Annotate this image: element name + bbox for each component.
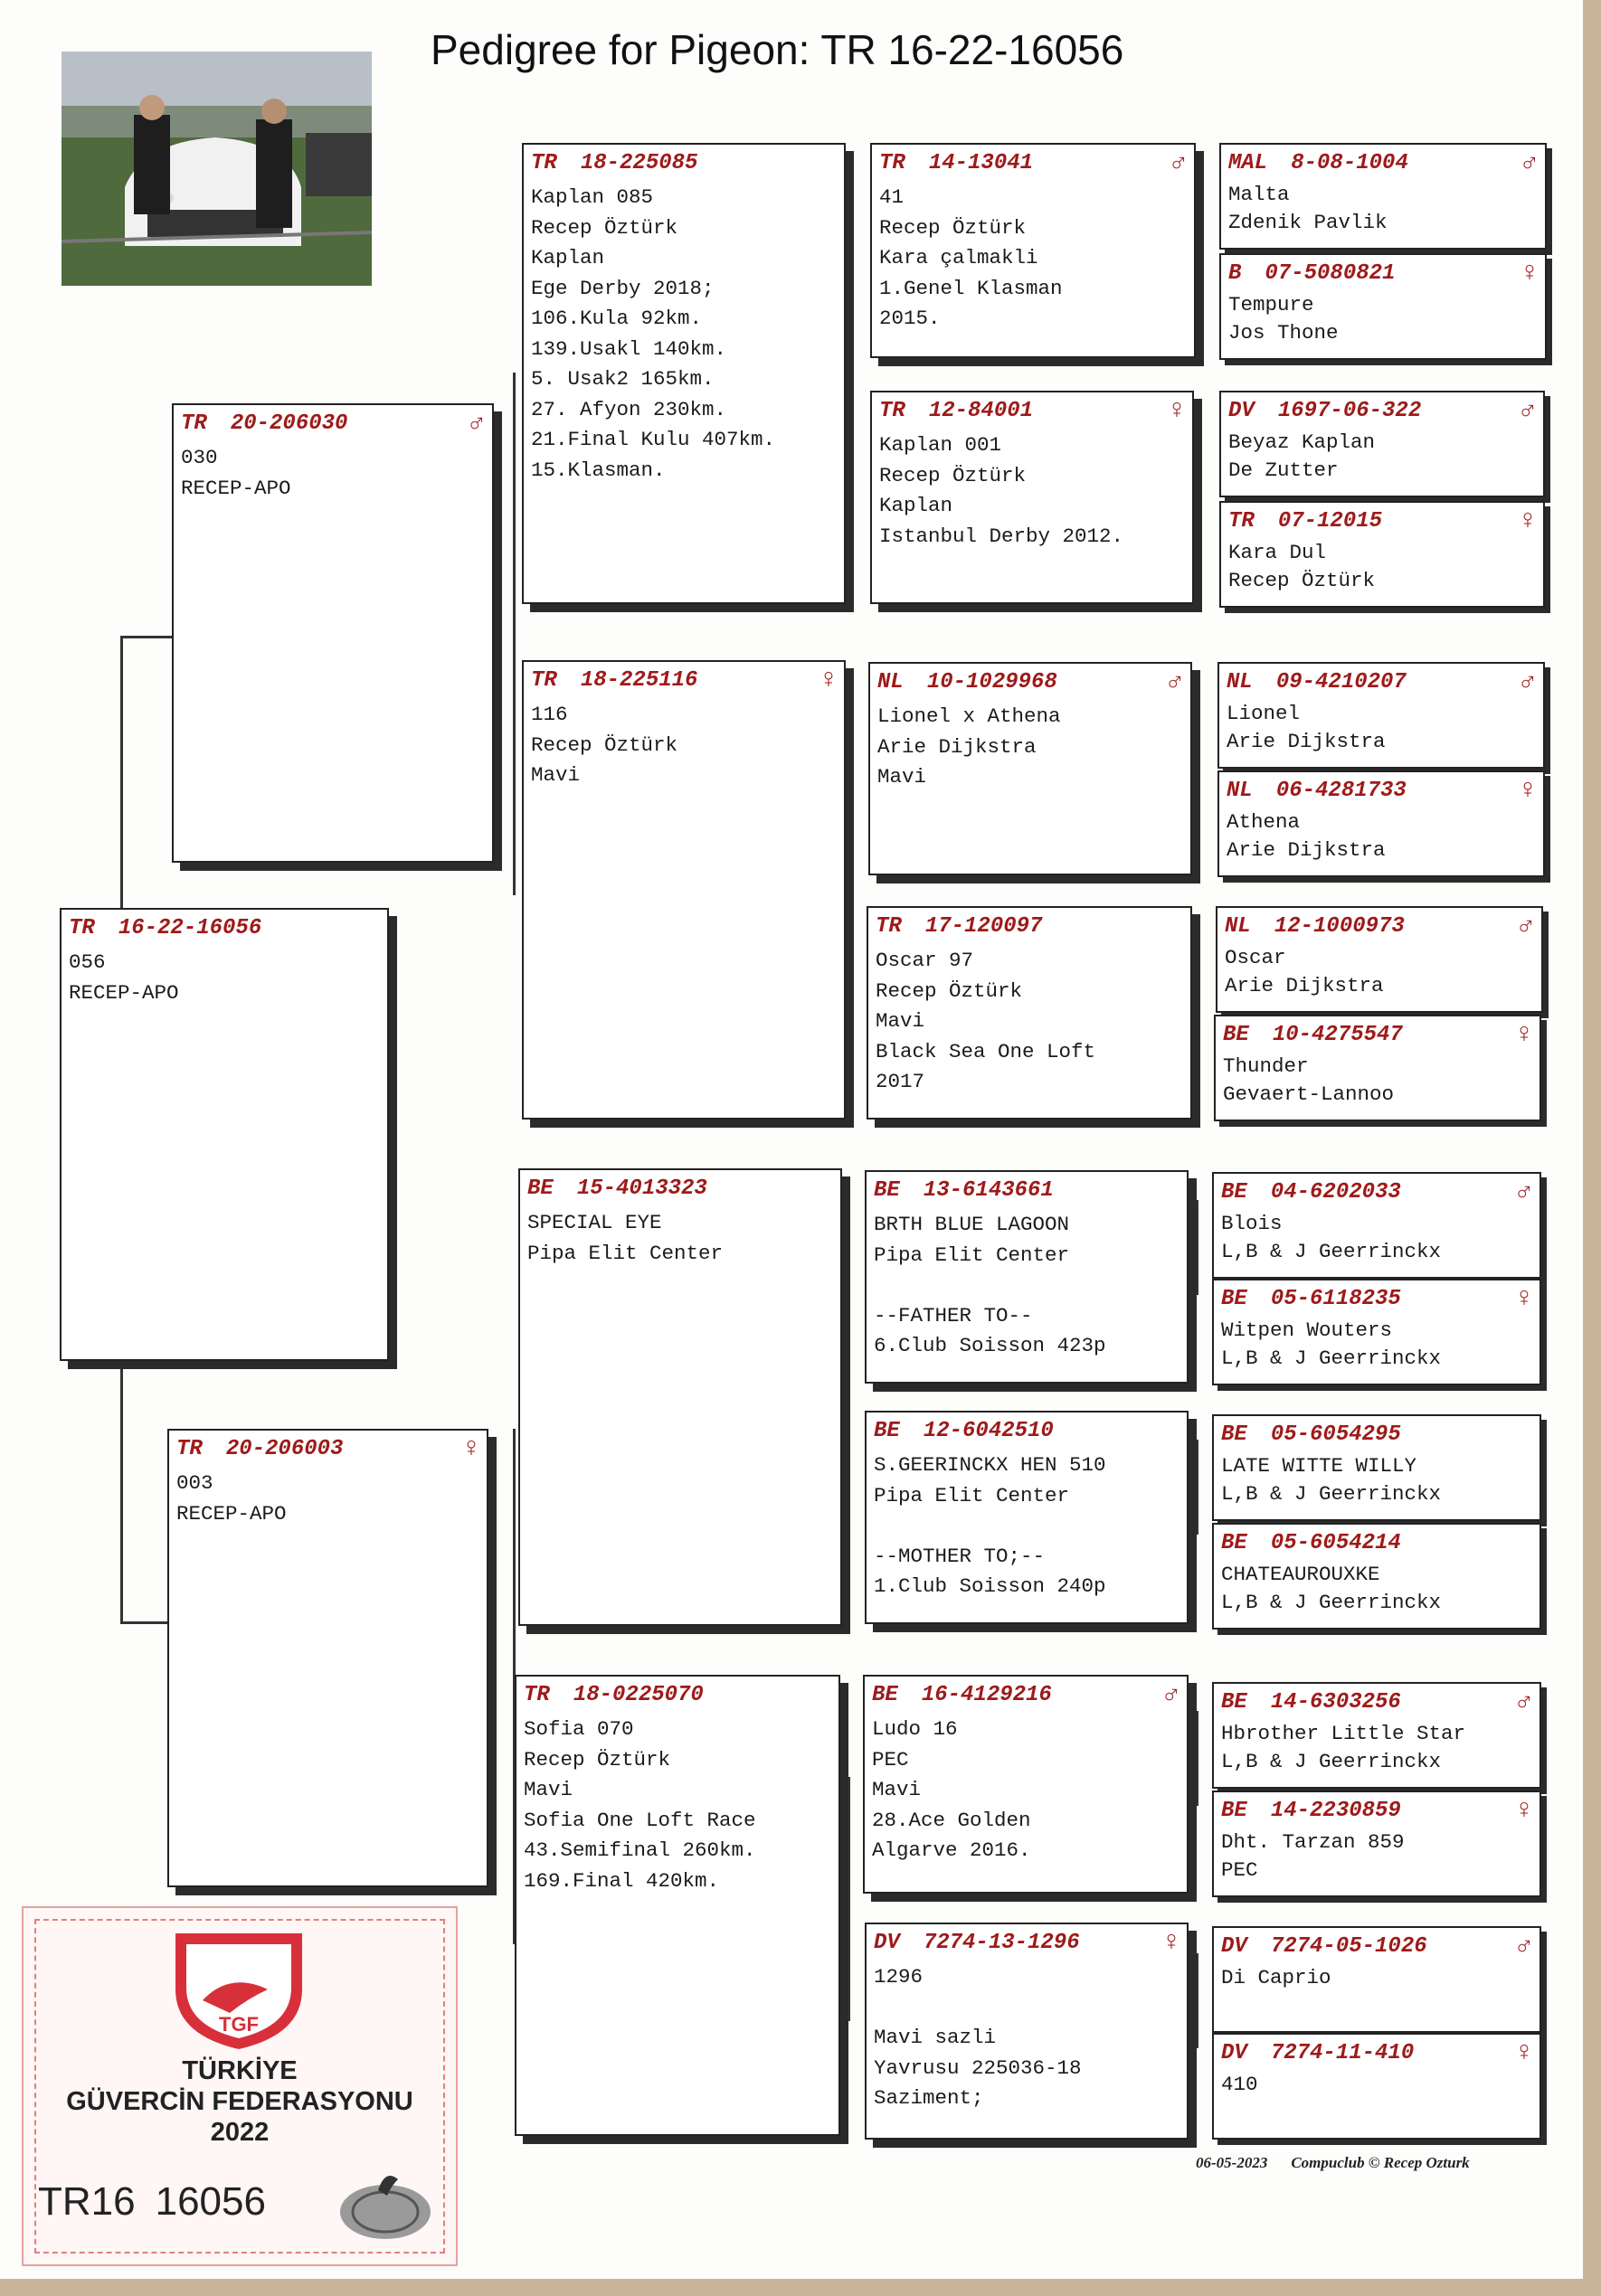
pigeon-info-line: L,B & J Geerrinckx [1221, 1750, 1442, 1773]
pigeon-info-line: Recep Öztürk [879, 215, 1027, 240]
sex-icon: ♀ [462, 1434, 479, 1465]
country-code: DV [1228, 399, 1255, 423]
pigeon-info-line: Dht. Tarzan 859 [1221, 1830, 1405, 1854]
pigeon-info-line: Pipa Elit Center [527, 1241, 724, 1265]
pigeon-info-line: 6.Club Soisson 423p [874, 1334, 1106, 1357]
pigeon-info-line: 410 [1221, 2073, 1258, 2096]
sex-icon: ♂ [1519, 396, 1536, 427]
ring-number: 18-0225070 [573, 1683, 704, 1707]
pigeon-card-k8[interactable] [1214, 1015, 1541, 1121]
ring-number: 15-4013323 [576, 1176, 707, 1201]
pigeon-card-k6[interactable] [1217, 770, 1545, 877]
pigeon-info-line: 1296 [874, 1965, 924, 1989]
sticker-ring-digits: 16056 [155, 2179, 266, 2224]
sex-icon: ♂ [468, 409, 485, 439]
pigeon-info-line: Kaplan 085 [531, 185, 654, 209]
ring-number: 12-6042510 [923, 1419, 1054, 1443]
sex-icon: ♂ [1517, 912, 1534, 942]
connector [848, 1268, 850, 1505]
connector [1196, 1953, 1198, 2048]
pigeon-info-line: 21.Final Kulu 407km. [531, 428, 776, 451]
country-code: NL [1227, 779, 1253, 803]
pigeon-info-line: 003 [176, 1471, 213, 1495]
country-code: B [1228, 261, 1242, 286]
pigeon-info-line: 056 [69, 950, 106, 974]
pigeon-card-h1[interactable] [870, 143, 1196, 358]
sticker-ring-prefix: TR16 [38, 2179, 136, 2224]
print-date: 06-05-2023 [1196, 2154, 1268, 2171]
pigeon-card-h4[interactable] [867, 906, 1192, 1120]
pigeon-info-line: CHATEAUROUXKE [1221, 1563, 1380, 1586]
pigeon-info-line: Malta [1228, 183, 1290, 206]
pigeon-info-line: 28.Ace Golden [872, 1808, 1031, 1832]
ring-number: 10-4275547 [1272, 1023, 1403, 1047]
pigeon-card-dam[interactable] [167, 1429, 488, 1887]
sex-icon: ♂ [1520, 148, 1538, 179]
country-code: TR [176, 1437, 203, 1461]
pigeon-info-line: Kaplan [879, 494, 953, 517]
pigeon-card-g2[interactable] [522, 660, 846, 1120]
pigeon-info-line: 106.Kula 92km. [531, 307, 703, 330]
ring-number: 07-12015 [1277, 509, 1383, 534]
sex-icon: ♂ [1170, 148, 1187, 179]
pigeon-info-line [874, 1511, 1179, 1542]
ring-number: 7274-05-1026 [1270, 1934, 1427, 1959]
ring-number: 1697-06-322 [1277, 399, 1422, 423]
pigeon-card-g4[interactable] [515, 1675, 840, 2136]
pigeon-info-line: Ege Derby 2018; [531, 276, 715, 300]
pigeon-card-h2[interactable] [870, 391, 1194, 604]
connector [120, 636, 123, 910]
pigeon-info-line: Recep Öztürk [524, 1747, 671, 1772]
pigeon-card-h7[interactable] [863, 1675, 1189, 1894]
pigeon-info-line: S.GEERINCKX HEN 510 [874, 1453, 1106, 1477]
connector [120, 636, 172, 638]
country-code: TR [524, 1683, 550, 1707]
pigeon-card-k3[interactable] [1219, 391, 1545, 497]
pigeon-card-k2[interactable] [1219, 253, 1547, 360]
country-code: DV [1221, 1934, 1247, 1959]
pigeon-info-line: PEC [872, 1747, 909, 1772]
pigeon-card-k15[interactable] [1212, 1926, 1541, 2033]
pigeon-card-g1[interactable] [522, 143, 846, 604]
ring-number: 13-6143661 [923, 1178, 1054, 1203]
pigeon-card-g3[interactable] [518, 1168, 842, 1626]
ring-number: 10-1029968 [926, 670, 1057, 694]
pigeon-info-line: Gevaert-Lannoo [1223, 1082, 1395, 1106]
pigeon-info-line: Mavi sazli [874, 2026, 997, 2049]
pigeon-info-line: --FATHER TO-- [874, 1303, 1033, 1328]
pigeon-card-k4[interactable] [1219, 501, 1545, 608]
pigeon-info-line: --MOTHER TO;-- [874, 1544, 1046, 1568]
pigeon-info-line: 27. Afyon 230km. [531, 397, 727, 421]
ring-number: 14-6303256 [1270, 1690, 1401, 1715]
pigeon-info-line: Beyaz Kaplan [1228, 430, 1376, 454]
pigeon-info-line: 2015. [879, 307, 941, 330]
pigeon-card-k11[interactable] [1212, 1414, 1541, 1521]
pigeon-info-line [874, 1993, 1179, 2024]
pigeon-card-k1[interactable] [1219, 143, 1547, 250]
pigeon-info-line: 030 [181, 446, 218, 469]
pigeon-info-line: 2017 [876, 1070, 925, 1093]
pigeon-info-line: Recep Öztürk [876, 978, 1023, 1003]
pigeon-info-line: L,B & J Geerrinckx [1221, 1240, 1442, 1263]
country-code: NL [877, 670, 904, 694]
software-credit: Compuclub © Recep Ozturk [1291, 2154, 1470, 2171]
pigeon-info-line: PEC [1221, 1858, 1258, 1882]
pigeon-info-line: Saziment; [874, 2086, 984, 2110]
federation-year: 2022 [210, 2118, 270, 2147]
sex-icon: ♀ [1515, 2038, 1532, 2069]
pigeon-info-line: Recep Öztürk [531, 732, 678, 757]
pigeon-info-line: L,B & J Geerrinckx [1221, 1482, 1442, 1506]
sex-icon: ♂ [1162, 1680, 1179, 1711]
connector [120, 1621, 167, 1624]
pigeon-info-line: Kaplan [531, 246, 605, 269]
ring-number: 06-4281733 [1275, 779, 1407, 803]
country-code: BE [1223, 1023, 1249, 1047]
ring-number: 07-5080821 [1265, 261, 1396, 286]
logo-text: TGF [219, 2013, 259, 2036]
federation-sticker [22, 1906, 458, 2266]
country-code: TR [69, 916, 95, 940]
country-code: BE [1221, 1531, 1247, 1555]
pigeon-info-line: Athena [1227, 810, 1301, 834]
pigeon-info-line: Sofia One Loft Race [524, 1808, 756, 1832]
sex-icon: ♀ [1515, 1284, 1532, 1315]
pigeon-info-line: 1.Genel Klasman [879, 276, 1063, 300]
country-code: BE [1221, 1180, 1247, 1205]
ring-number: 7274-13-1296 [923, 1931, 1080, 1955]
connector [1196, 1440, 1198, 1535]
pigeon-info-line: Kaplan 001 [879, 433, 1002, 457]
ring-number: 8-08-1004 [1291, 151, 1408, 175]
ring-number: 18-225116 [580, 668, 698, 693]
pigeon-info-line: 169.Final 420km. [524, 1868, 720, 1893]
country-code: DV [874, 1931, 900, 1955]
pigeon-info-line: Black Sea One Loft [876, 1039, 1096, 1063]
pigeon-card-h5[interactable] [865, 1170, 1189, 1384]
ring-number: 14-13041 [928, 151, 1034, 175]
pigeon-info-line: Algarve 2016. [872, 1838, 1031, 1862]
ring-number: 05-6054214 [1270, 1531, 1401, 1555]
pigeon-info-line: Recep Öztürk [531, 215, 678, 240]
pigeon-card-k9[interactable] [1212, 1172, 1541, 1279]
ring-number: 18-225085 [580, 151, 698, 175]
ring-number: 12-84001 [928, 399, 1034, 423]
pigeon-card-k5[interactable] [1217, 662, 1545, 769]
pigeon-info-line: RECEP-APO [176, 1501, 287, 1526]
pigeon-info-line: Mavi [531, 763, 581, 787]
pigeon-info-line: Arie Dijkstra [1225, 974, 1384, 997]
pigeon-info-line: Arie Dijkstra [1227, 838, 1386, 862]
pigeon-card-k10[interactable] [1212, 1279, 1541, 1385]
connector [1196, 172, 1198, 267]
pigeon-info-line: Oscar [1225, 946, 1286, 969]
connector [1196, 416, 1198, 511]
owner-photo [62, 52, 372, 286]
pigeon-info-line: Mavi [876, 1009, 925, 1033]
connector [120, 1364, 123, 1621]
pigeon-info-line: L,B & J Geerrinckx [1221, 1346, 1442, 1370]
connector [1196, 1200, 1198, 1295]
sex-icon: ♂ [1515, 1687, 1532, 1718]
pigeon-info-line: Zdenik Pavlik [1228, 211, 1388, 234]
country-code: BE [1221, 1422, 1247, 1447]
pigeon-info-line: 5. Usak2 165km. [531, 367, 715, 391]
pigeon-info-line: 41 [879, 185, 905, 209]
ring-number: 14-2230859 [1270, 1799, 1401, 1823]
pigeon-info-line: Recep Öztürk [1228, 569, 1376, 592]
pigeon-info-line: Mavi [524, 1778, 573, 1801]
country-code: TR [879, 399, 905, 423]
connector [848, 762, 850, 1006]
ring-number: 7274-11-410 [1270, 2041, 1415, 2065]
country-code: TR [1228, 509, 1255, 534]
sex-icon: ♂ [1166, 667, 1183, 698]
pigeon-info-line: Lionel x Athena [877, 704, 1061, 728]
sex-icon: ♀ [1519, 506, 1536, 537]
federation-name-line2: GÜVERCİN FEDERASYONU [66, 2087, 413, 2116]
ring-number: 20-206030 [230, 411, 348, 436]
sex-icon: ♂ [1519, 667, 1536, 698]
country-code: BE [1221, 1287, 1247, 1311]
pigeon-info-line: Hbrother Little Star [1221, 1722, 1466, 1745]
pigeon-info-line: Istanbul Derby 2012. [879, 524, 1124, 548]
pigeon-info-line: Pipa Elit Center [874, 1483, 1070, 1507]
pigeon-card-k16[interactable] [1212, 2033, 1541, 2140]
pigeon-info-line: Arie Dijkstra [1227, 730, 1386, 753]
country-code: BE [872, 1683, 898, 1707]
connector [1196, 687, 1198, 782]
pigeon-info-line: Ludo 16 [872, 1717, 958, 1741]
country-code: TR [531, 151, 557, 175]
pigeon-info-line: 1.Club Soisson 240p [874, 1574, 1106, 1598]
sex-icon: ♀ [1162, 1928, 1179, 1959]
ring-number: 20-206003 [225, 1437, 344, 1461]
pigeon-card-h3[interactable] [868, 662, 1192, 875]
ring-number: 05-6054295 [1270, 1422, 1401, 1447]
pigeon-info-line: 15.Klasman. [531, 458, 666, 482]
footer [1196, 2154, 1576, 2181]
connector [848, 1777, 850, 2021]
ring-number: 05-6118235 [1270, 1287, 1401, 1311]
pigeon-info-line: Oscar 97 [876, 949, 974, 972]
country-code: TR [181, 411, 207, 436]
pigeon-info-line: Kara Dul [1228, 541, 1327, 564]
country-code: BE [527, 1176, 554, 1201]
page-title: Pedigree for Pigeon: TR 16-22-16056 [431, 26, 1124, 73]
pigeon-info-line: Tempure [1228, 293, 1314, 317]
country-code: DV [1221, 2041, 1247, 2065]
pigeon-info-line: Pipa Elit Center [874, 1242, 1070, 1267]
pigeon-info-line: Di Caprio [1221, 1966, 1331, 1989]
pigeon-card-h8[interactable] [865, 1923, 1189, 2140]
pigeon-info-line: 116 [531, 703, 568, 726]
pigeon-info-line: RECEP-APO [69, 980, 179, 1005]
pigeon-info-line: SPECIAL EYE [527, 1211, 662, 1234]
ring-number: 16-4129216 [921, 1683, 1052, 1707]
country-code: NL [1227, 670, 1253, 694]
owner-photo-image [62, 52, 372, 286]
pigeon-info-line: Sofia 070 [524, 1717, 634, 1741]
federation-name-line1: TÜRKİYE [182, 2056, 298, 2085]
connector [1196, 1711, 1198, 1806]
sex-icon: ♀ [1515, 1796, 1532, 1827]
pigeon-card-k14[interactable] [1212, 1791, 1541, 1897]
pigeon-info-line: De Zutter [1228, 458, 1339, 482]
pigeon-card-k13[interactable] [1212, 1682, 1541, 1789]
pigeon-card-sire[interactable] [172, 403, 494, 863]
country-code: BE [874, 1419, 900, 1443]
country-code: TR [879, 151, 905, 175]
pigeon-info-line: Mavi [877, 765, 927, 789]
globe-pigeon-icon [331, 2168, 440, 2244]
sex-icon: ♂ [1515, 1932, 1532, 1962]
pigeon-card-k12[interactable] [1212, 1523, 1541, 1630]
pigeon-info-line: Kara çalmakli [879, 246, 1038, 269]
ring-number: 16-22-16056 [118, 916, 262, 940]
pigeon-info-line: Lionel [1227, 702, 1301, 725]
connector [1196, 936, 1198, 1031]
pigeon-info-line: BRTH BLUE LAGOON [874, 1213, 1070, 1236]
ring-number: 09-4210207 [1275, 670, 1407, 694]
pigeon-card-h6[interactable] [865, 1411, 1189, 1624]
country-code: BE [874, 1178, 900, 1203]
country-code: TR [531, 668, 557, 693]
country-code: BE [1221, 1690, 1247, 1715]
country-code: MAL [1228, 151, 1268, 175]
sex-icon: ♀ [819, 666, 837, 696]
connector [513, 373, 516, 895]
pigeon-card-k7[interactable] [1216, 906, 1543, 1013]
ring-number: 04-6202033 [1270, 1180, 1401, 1205]
ring-number: 12-1000973 [1274, 914, 1405, 939]
sex-icon: ♀ [1520, 259, 1538, 289]
pigeon-info-line: Thunder [1223, 1054, 1309, 1078]
ring-number: 17-120097 [924, 914, 1043, 939]
pigeon-info-line: Witpen Wouters [1221, 1318, 1393, 1342]
connector [848, 249, 850, 493]
sex-icon: ♀ [1168, 396, 1185, 427]
country-code: BE [1221, 1799, 1247, 1823]
pigeon-info-line: Arie Dijkstra [877, 734, 1037, 759]
pigeon-card-subject[interactable] [60, 908, 389, 1361]
pigeon-info-line: LATE WITTE WILLY [1221, 1454, 1417, 1478]
pigeon-info-line: Yavrusu 225036-18 [874, 2055, 1082, 2080]
pigeon-info-line: Jos Thone [1228, 321, 1339, 345]
federation-logo-icon [166, 1926, 311, 2053]
pigeon-info-line [874, 1271, 1179, 1301]
pigeon-info-line: Mavi [872, 1778, 922, 1801]
country-code: NL [1225, 914, 1251, 939]
sex-icon: ♂ [1515, 1177, 1532, 1208]
pigeon-info-line: Recep Öztürk [879, 463, 1027, 487]
pigeon-info-line: Blois [1221, 1212, 1283, 1235]
country-code: TR [876, 914, 902, 939]
sticker-ring-number [38, 2179, 286, 2225]
pigeon-info-line: RECEP-APO [181, 476, 291, 500]
pigeon-info-line: 43.Semifinal 260km. [524, 1838, 756, 1862]
pigeon-info-line: L,B & J Geerrinckx [1221, 1591, 1442, 1614]
pigeon-info-line: 139.Usakl 140km. [531, 336, 727, 361]
sex-icon: ♀ [1515, 1020, 1532, 1051]
sex-icon: ♀ [1519, 776, 1536, 807]
